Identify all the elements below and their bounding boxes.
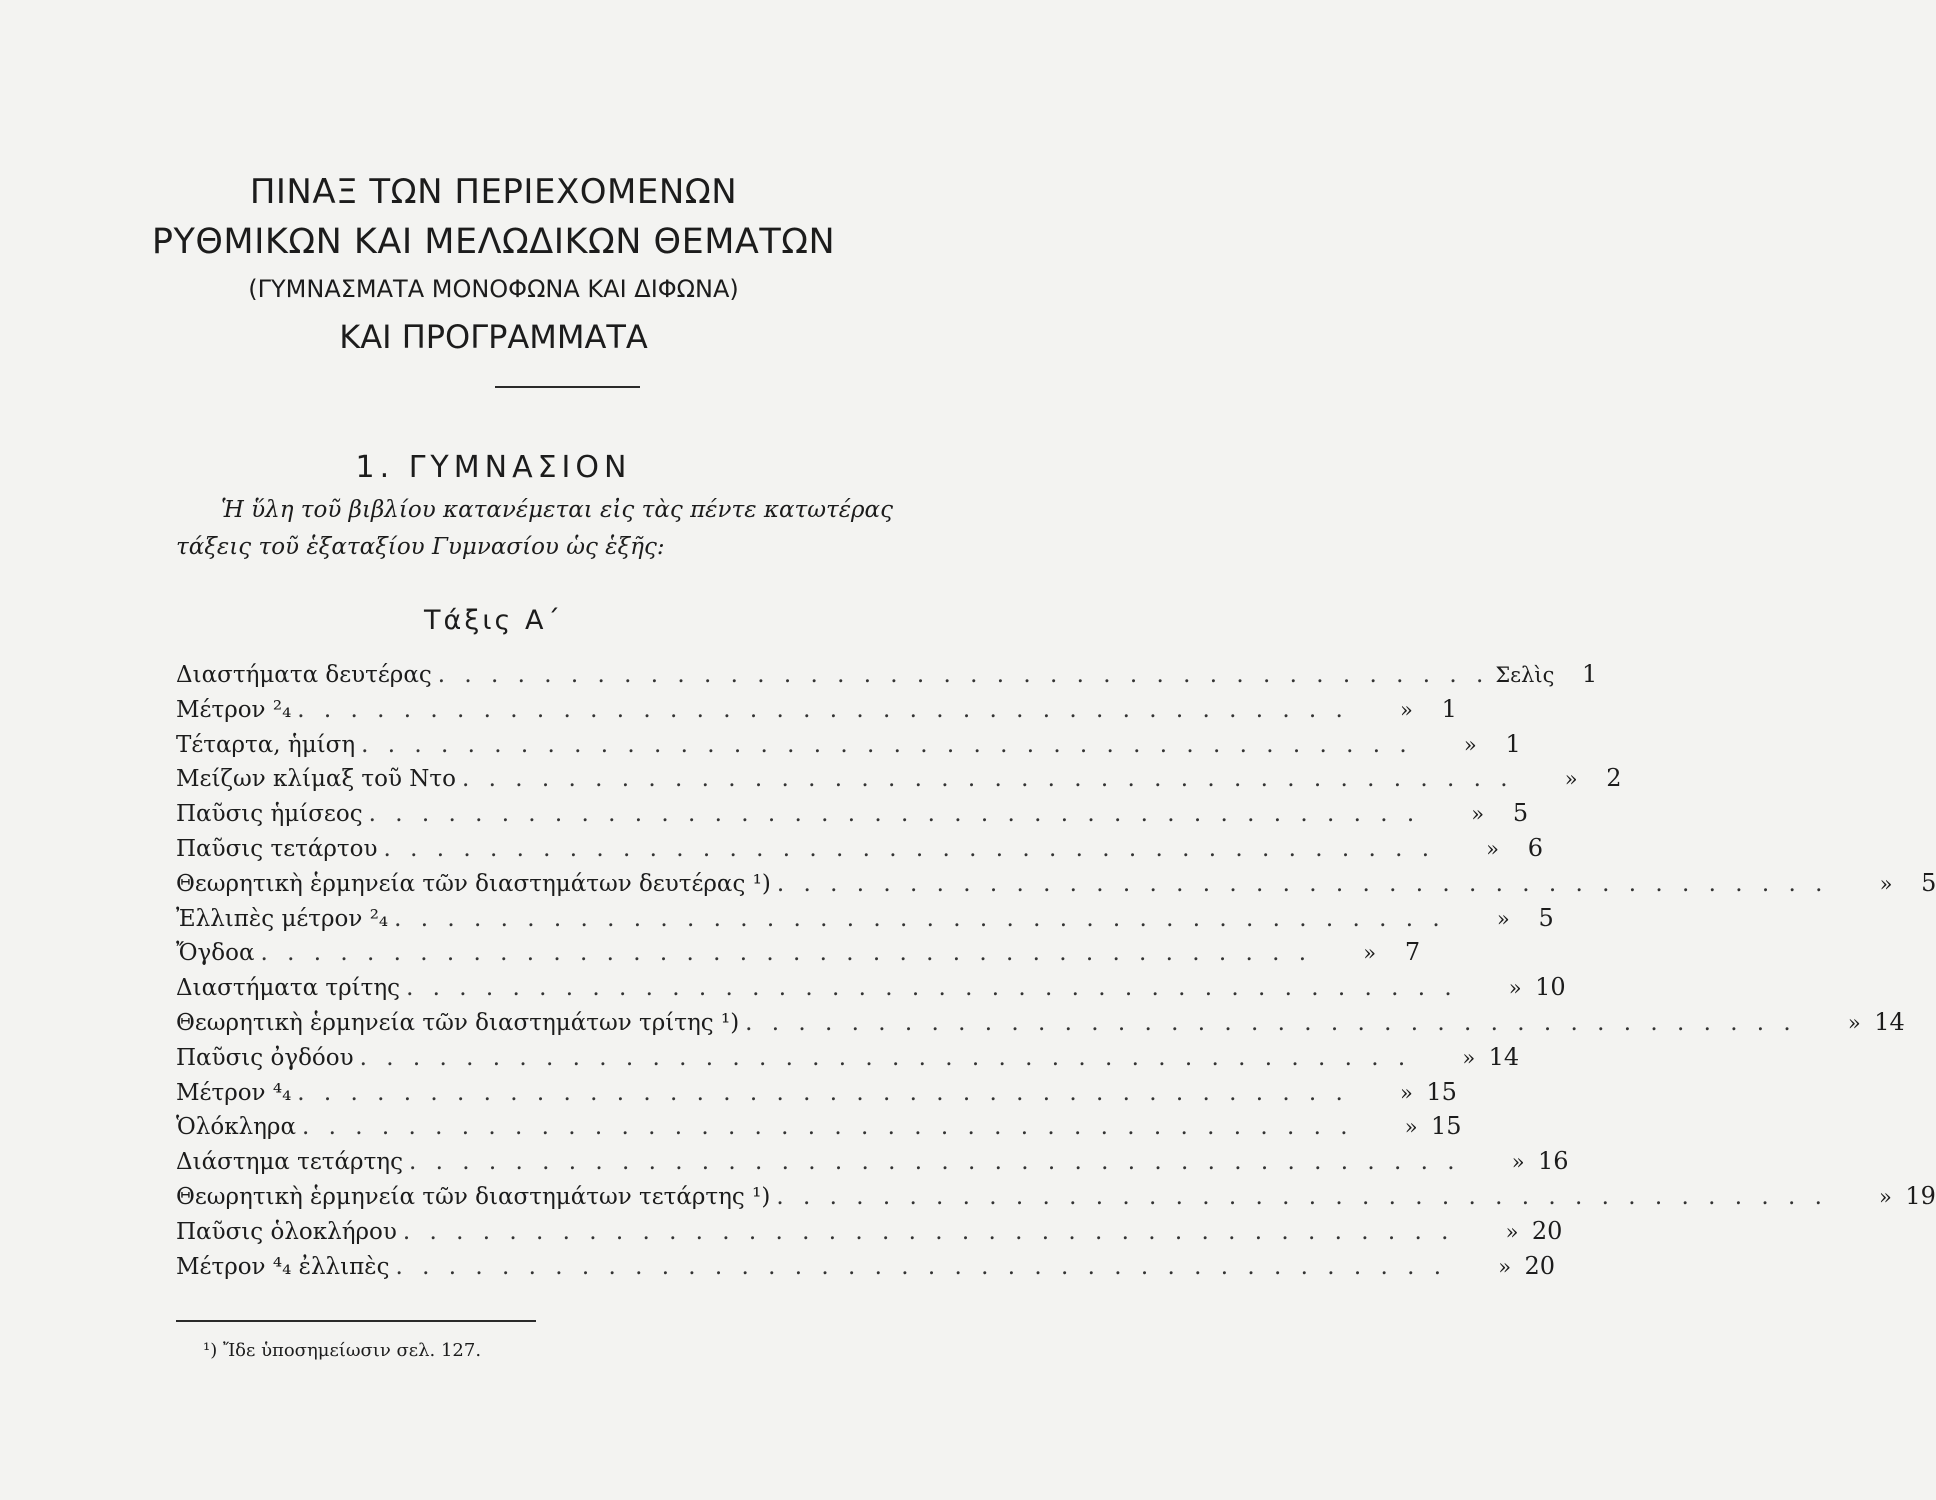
toc-leader-dots: . . . . . . . . . . . . . . . . . . . . . . . . . . . . . . . . . . . . . . . . xyxy=(406,975,1458,1002)
toc-leader-dots: . . . . . . . . . . . . . . . . . . . . . . . . . . . . . . . . . . . . . . . . xyxy=(297,1079,1349,1106)
toc-entry-page-prefix: Σελὶς xyxy=(1495,663,1555,687)
toc-entry-title: Διάστημα τετάρτης xyxy=(176,1149,403,1176)
toc-entry-page-number: 15 xyxy=(1426,1077,1457,1106)
toc-entry-page-prefix: » xyxy=(1404,1115,1418,1140)
toc-entry-page-number: 10 xyxy=(1535,973,1566,1002)
toc-entry-page-number: 5 xyxy=(1512,799,1529,828)
toc-entry-page-number: 16 xyxy=(1538,1147,1569,1176)
toc-entry-page-number: 1 xyxy=(1505,729,1521,758)
toc-entry-title: Μέτρον ²₄ xyxy=(176,696,292,723)
footnote-divider xyxy=(176,1320,536,1322)
toc-leader-dots: . . . . . . . . . . . . . . . . . . . . . . . . . . . . . . . . . . . . . . . . xyxy=(394,905,1446,932)
toc-entry-title: Διαστήματα δευτέρας xyxy=(176,662,432,688)
toc-entry-page-number: 15 xyxy=(1431,1112,1462,1141)
toc-leader-dots: . . . . . . . . . . . . . . . . . . . . . . . . . . . . . . . . . . . . . . . . xyxy=(361,731,1413,758)
toc-leader-dots: . . . . . . . . . . . . . . . . . . . . . . . . . . . . . . . . . . . . . . . . xyxy=(359,1044,1412,1071)
contents-heading-line-2: ΡΥΘΜΙΚΩΝ ΚΑΙ ΜΕΛΩΔΙΚΩΝ ΘΕΜΑΤΩΝ xyxy=(151,222,836,262)
toc-entry-title: Ἐλλιπὲς μέτρον ²₄ xyxy=(176,905,389,932)
contents-heading-line-4: ΚΑΙ ΠΡΟΓΡΑΜΜΑΤΑ xyxy=(339,318,648,356)
toc-entry-page-prefix: » xyxy=(1496,906,1510,931)
toc-entry-page-prefix: » xyxy=(1400,697,1413,722)
toc-leader-dots: . . . . . . . . . . . . . . . . . . . . . . . . . . . . . . . . . . . . . . . . xyxy=(437,662,1490,688)
toc-entry-page-number: 14 xyxy=(1874,1007,1905,1036)
toc-entry xyxy=(176,1042,1520,1078)
toc-entry-page-prefix: » xyxy=(1471,802,1485,827)
toc-entry xyxy=(176,694,1457,730)
toc-entry xyxy=(176,1216,1563,1252)
toc-leader-dots: . . . . . . . . . . . . . . . . . . . . . . . . . . . . . . . . . . . . . . . . xyxy=(408,1149,1461,1176)
toc-leader-dots: . . . . . . . . . . . . . . . . . . . . . . . . . . . . . . . . . . . . . . . . xyxy=(297,696,1349,723)
footnote: ¹) Ἴδε ὑποσημείωσιν σελ. 127. xyxy=(203,1340,482,1361)
toc-entry-title: Παῦσις ὀγδόου xyxy=(176,1044,354,1071)
table-of-contents xyxy=(176,660,1936,1286)
toc-entry xyxy=(176,799,1529,834)
toc-entry xyxy=(176,868,1936,904)
toc-entry xyxy=(176,1007,1905,1043)
toc-entry-page-number: 5 xyxy=(1921,868,1936,897)
toc-entry xyxy=(176,729,1521,765)
toc-leader-dots: . . . . . . . . . . . . . . . . . . . . . . . . . . . . . . . . . . . . . . . . xyxy=(368,801,1421,828)
toc-entry-title: Μέτρον ⁴₄ xyxy=(176,1079,292,1106)
toc-entry xyxy=(176,1181,1936,1217)
toc-entry-title: Θεωρητικὴ ἑρμηνεία τῶν διαστημάτων τετάρτης ¹) xyxy=(176,1183,771,1210)
toc-entry-page-prefix: » xyxy=(1463,732,1477,757)
toc-entry-page-number: 7 xyxy=(1404,938,1421,967)
toc-entry-title: Παῦσις ὁλοκλήρου xyxy=(176,1218,397,1245)
toc-entry-page-prefix: » xyxy=(1564,767,1578,792)
toc-entry-page-prefix: » xyxy=(1879,871,1893,896)
intro-text-line-2: τάξεις τοῦ ἑξαταξίου Γυμνασίου ὡς ἑξῆς: xyxy=(176,534,665,560)
toc-entry-page-number: 2 xyxy=(1606,764,1622,793)
toc-entry xyxy=(176,764,1622,799)
toc-entry-page-number: 14 xyxy=(1488,1042,1520,1071)
toc-entry-page-prefix: » xyxy=(1508,976,1522,1001)
toc-entry-title: Τέταρτα, ἡμίση xyxy=(176,731,356,758)
toc-entry xyxy=(176,903,1554,939)
toc-leader-dots: . . . . . . . . . . . . . . . . . . . . . . . . . . . . . . . . . . . . . . . . xyxy=(402,1218,1455,1245)
toc-entry-page-number: 1 xyxy=(1582,660,1598,688)
toc-entry-page-prefix: » xyxy=(1486,836,1500,861)
toc-entry-page-number: 20 xyxy=(1524,1251,1556,1280)
toc-entry xyxy=(176,938,1421,973)
toc-entry-title: Διαστήματα τρίτης xyxy=(176,975,401,1002)
toc-leader-dots: . . . . . . . . . . . . . . . . . . . . . . . . . . . . . . . . . . . . . . . . xyxy=(395,1253,1448,1280)
toc-leader-dots: . . . . . . . . . . . . . . . . . . . . . . . . . . . . . . . . . . . . . . . . xyxy=(301,1114,1354,1141)
toc-entry xyxy=(176,660,1598,695)
toc-entry-title: Θεωρητικὴ ἑρμηνεία τῶν διαστημάτων δευτέρας ¹) xyxy=(176,870,771,897)
toc-entry-title: Ὄγδοα xyxy=(176,940,255,967)
toc-leader-dots: . . . . . . . . . . . . . . . . . . . . . . . . . . . . . . . . . . . . . . . . xyxy=(383,835,1436,862)
toc-entry-title: Μέτρον ⁴₄ ἐλλιπὲς xyxy=(176,1253,390,1280)
section-title: 1. ΓΥΜΝΑΣΙΟΝ xyxy=(355,450,632,485)
toc-entry xyxy=(176,1251,1556,1287)
toc-entry-page-prefix: » xyxy=(1879,1184,1892,1209)
toc-entry-title: Παῦσις τετάρτου xyxy=(176,835,378,862)
contents-heading-line-3: (ΓΥΜΝΑΣΜΑΤΑ ΜΟΝΟΦΩΝΑ ΚΑΙ ΔΙΦΩΝΑ) xyxy=(248,275,739,303)
toc-entry-title: Μείζων κλίμαξ τοῦ Ντο xyxy=(176,766,456,793)
class-title: Τάξις Α΄ xyxy=(424,605,563,636)
toc-entry-page-prefix: » xyxy=(1498,1254,1512,1279)
toc-entry-page-prefix: » xyxy=(1847,1010,1861,1035)
contents-heading-line-1: ΠΙΝΑΞ ΤΩΝ ΠΕΡΙΕΧΟΜΕΝΩΝ xyxy=(249,172,738,212)
heading-divider xyxy=(495,386,640,388)
toc-leader-dots: . . . . . . . . . . . . . . . . . . . . . . . . . . . . . . . . . . . . . . . . xyxy=(462,766,1514,793)
toc-entry-page-number: 1 xyxy=(1441,694,1457,723)
toc-entry-title: Ὁλόκληρα xyxy=(176,1114,296,1141)
toc-entry-page-number: 6 xyxy=(1527,833,1544,862)
toc-entry-page-number: 19 xyxy=(1905,1181,1936,1210)
toc-entry-page-prefix: » xyxy=(1505,1219,1519,1244)
toc-entry xyxy=(176,1112,1462,1147)
toc-leader-dots: . . . . . . . . . . . . . . . . . . . . . . . . . . . . . . . . . . . . . . . . xyxy=(745,1009,1797,1036)
toc-entry xyxy=(176,1077,1457,1113)
toc-entry-page-prefix: » xyxy=(1400,1080,1413,1105)
toc-entry xyxy=(176,1147,1569,1182)
toc-leader-dots: . . . . . . . . . . . . . . . . . . . . . . . . . . . . . . . . . . . . . . . . xyxy=(260,940,1313,967)
toc-leader-dots: . . . . . . . . . . . . . . . . . . . . . . . . . . . . . . . . . . . . . . . . xyxy=(776,870,1829,897)
toc-leader-dots: . . . . . . . . . . . . . . . . . . . . . . . . . . . . . . . . . . . . . . . . xyxy=(776,1183,1828,1210)
toc-entry-title: Παῦσις ἡμίσεος xyxy=(176,801,363,828)
toc-entry-page-number: 5 xyxy=(1538,903,1554,932)
toc-entry xyxy=(176,973,1566,1008)
toc-entry-page-number: 20 xyxy=(1531,1216,1563,1245)
toc-entry xyxy=(176,833,1544,869)
toc-entry-page-prefix: » xyxy=(1363,941,1377,966)
toc-entry-title: Θεωρητικὴ ἑρμηνεία τῶν διαστημάτων τρίτης ¹) xyxy=(176,1009,740,1036)
intro-text-line-1: Ἡ ὕλη τοῦ βιβλίου κατανέμεται εἰς τὰς πέντε κατωτέρας xyxy=(221,497,893,523)
toc-entry-page-prefix: » xyxy=(1462,1045,1476,1070)
toc-entry-page-prefix: » xyxy=(1511,1150,1525,1175)
